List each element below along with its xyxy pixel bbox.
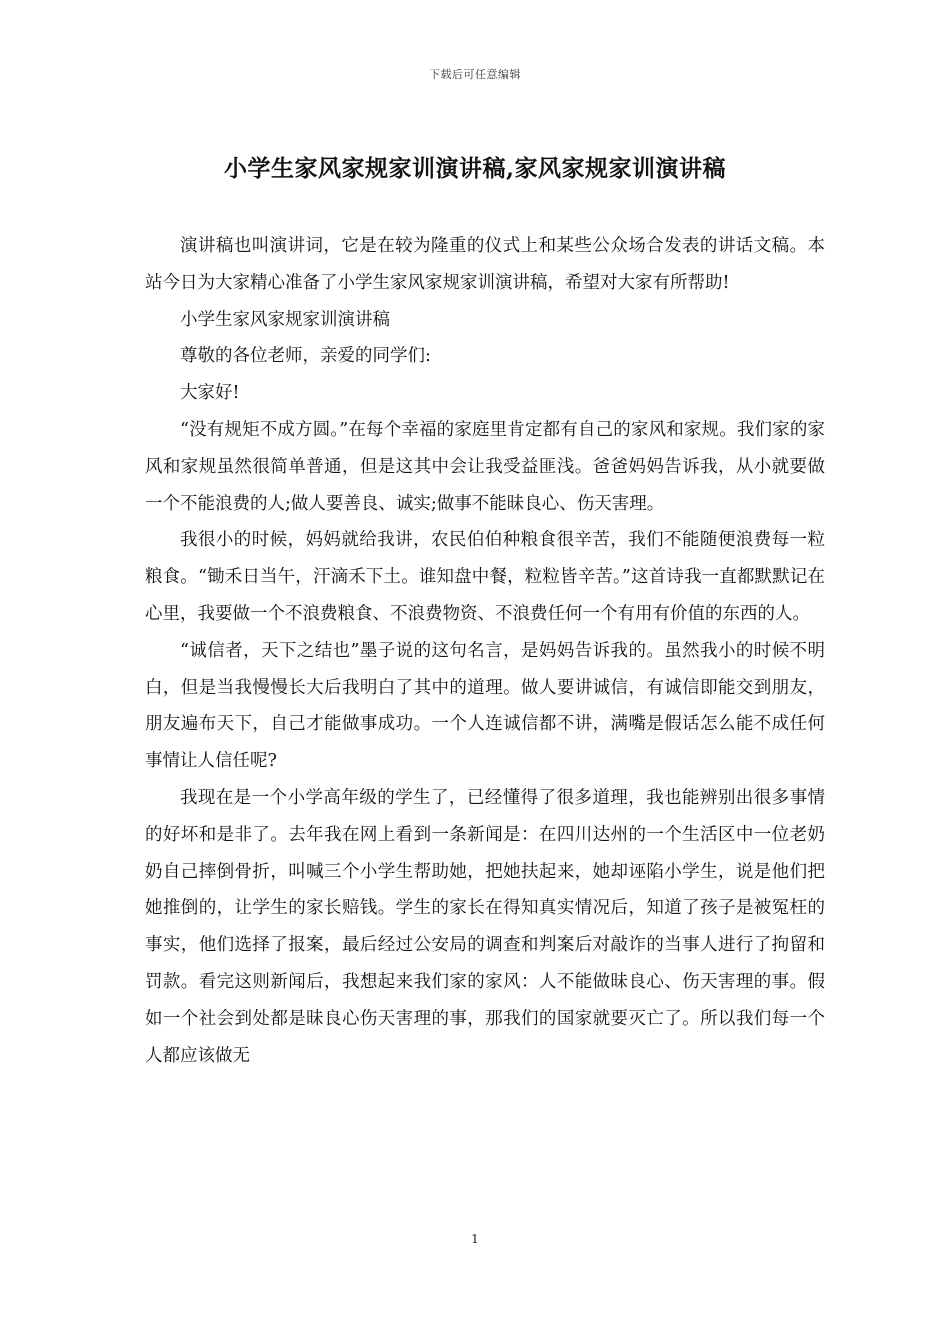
- paragraph-news: 我现在是一个小学高年级的学生了，已经懂得了很多道理，我也能辨别出很多事情的好坏和是非了。去年我在网上看到一条新闻是：在四川达州的一个生活区中一位老奶奶自己摔倒骨折，叫喊三个小学生帮助她，把她扶起来，她却诬陷小学生，说是他们把她推倒的，让学生的家长赔钱。学生的家长在得知真实情况后，知道了孩子是被冤枉的事实，他们选择了报案，最后经过公安局的调查和判案后对敲诈的当事人进行了拘留和罚款。看完这则新闻后，我想起来我们家的家风：人不能做昧良心、伤天害理的事。假如一个社会到处都是昧良心伤天害理的事，那我们的国家就要灭亡了。所以我们每一个人都应该做无: [145, 787, 825, 1066]
- paragraph-subtitle: 小学生家风家规家训演讲稿: [180, 309, 390, 330]
- paragraph-salutation: 尊敬的各位老师，亲爱的同学们:: [180, 346, 431, 367]
- header-note: 下载后可任意编辑: [429, 68, 521, 81]
- paragraph-intro: 演讲稿也叫演讲词，它是在较为隆重的仪式上和某些公众场合发表的讲话文稿。本站今日为大家精心准备了小学生家风家规家训演讲稿，希望对大家有所帮助!: [145, 236, 825, 293]
- document-body: [145, 228, 825, 1074]
- paragraph-food: 我很小的时候，妈妈就给我讲，农民伯伯种粮食很辛苦，我们不能随便浪费每一粒粮食。“锄禾日当午，汗滴禾下土。谁知盘中餐，粒粒皆辛苦。”这首诗我一直都默默记在心里，我要做一个不浪费粮食、不浪费物资、不浪费任何一个有用有价值的东西的人。: [145, 530, 825, 624]
- document-title: 小学生家风家规家训演讲稿,家风家规家训演讲稿: [223, 155, 726, 182]
- paragraph-rules: “没有规矩不成方圆。”在每个幸福的家庭里肯定都有自己的家风和家规。我们家的家风和家规虽然很简单普通，但是这其中会让我受益匪浅。爸爸妈妈告诉我，从小就要做一个不能浪费的人;做人要善良、诚实;做事不能昧良心、伤天害理。: [145, 419, 825, 514]
- paragraph-honesty: “诚信者，天下之结也”墨子说的这句名言，是妈妈告诉我的。虽然我小的时候不明白，但是当我慢慢长大后我明白了其中的道理。做人要讲诚信，有诚信即能交到朋友，朋友遍布天下，自己才能做事成功。一个人连诚信都不讲，满嘴是假话怎么能不成任何事情让人信任呢?: [145, 640, 825, 772]
- page-number: 1: [471, 1232, 479, 1246]
- paragraph-greeting: 大家好!: [180, 383, 240, 404]
